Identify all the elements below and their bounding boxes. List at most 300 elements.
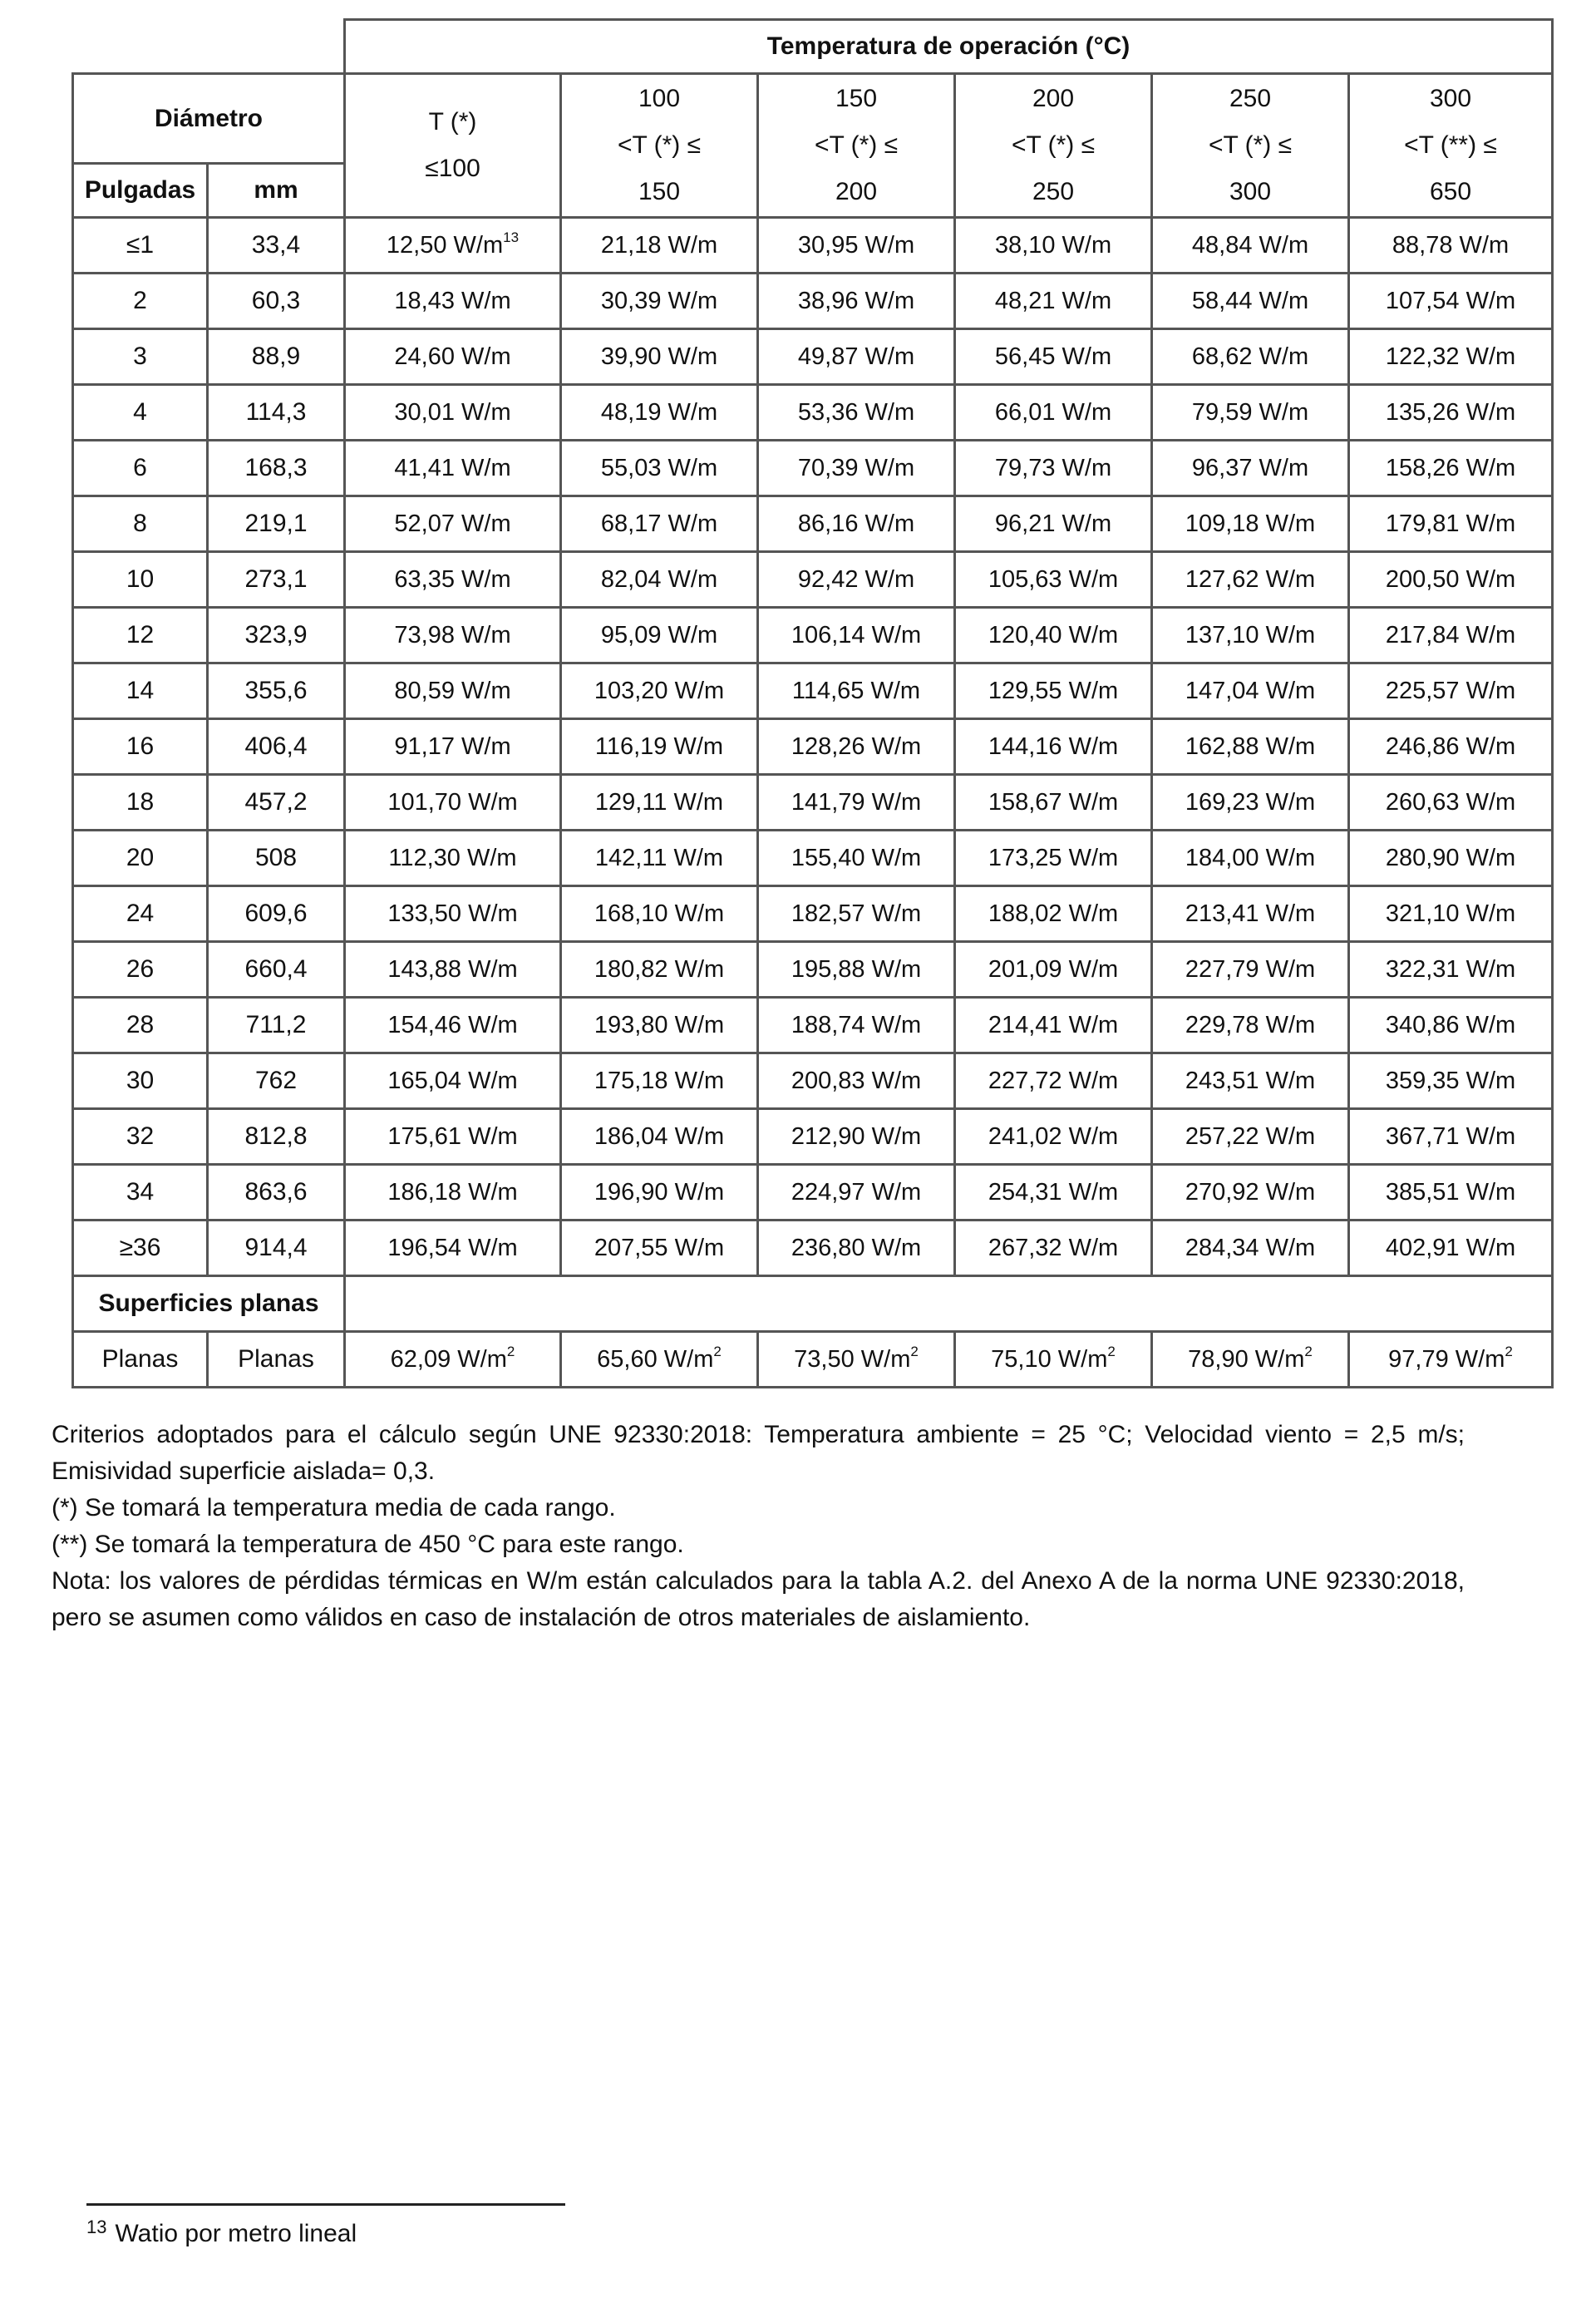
heat-loss-cell	[1349, 441, 1553, 496]
heat-loss-value: 321,10 W/m	[1385, 900, 1516, 927]
heat-loss-value: 88,78 W/m	[1392, 231, 1510, 259]
heat-loss-cell	[1349, 218, 1553, 274]
flat-heat-loss-cell	[345, 1332, 561, 1388]
heat-loss-value: 30,95 W/m	[797, 231, 915, 259]
heat-loss-value: 114,65 W/m	[791, 677, 921, 704]
flat-heat-loss-cell	[955, 1332, 1152, 1388]
heat-loss-cell	[758, 775, 955, 831]
table-row	[73, 831, 1553, 886]
heat-loss-cell	[1349, 385, 1553, 441]
heat-loss-cell	[561, 274, 758, 329]
flat-heat-loss-value: 62,09 W/m	[390, 1345, 507, 1373]
flat-heat-loss-value: 65,60 W/m	[597, 1345, 714, 1373]
heat-loss-cell	[345, 663, 561, 719]
temp-range-header	[1152, 74, 1349, 218]
heat-loss-cell	[561, 886, 758, 942]
heat-loss-value: 63,35 W/m	[394, 565, 511, 593]
square-exponent: 2	[1107, 1343, 1116, 1359]
heat-loss-value: 227,72 W/m	[988, 1067, 1119, 1094]
heat-loss-value: 52,07 W/m	[394, 510, 511, 537]
heat-loss-value: 101,70 W/m	[387, 788, 518, 816]
temp-range-header	[1349, 74, 1553, 218]
heat-loss-value: 188,02 W/m	[988, 900, 1119, 927]
table-row	[73, 998, 1553, 1053]
heat-loss-value: 182,57 W/m	[791, 900, 922, 927]
heat-loss-cell	[561, 775, 758, 831]
heat-loss-value: 367,71 W/m	[1385, 1122, 1516, 1150]
heat-loss-cell	[955, 385, 1152, 441]
temp-range-line1: T (*)	[428, 108, 477, 136]
heat-loss-value: 402,91 W/m	[1385, 1234, 1516, 1261]
heat-loss-cell	[1152, 385, 1349, 441]
heat-loss-value: 267,32 W/m	[988, 1234, 1119, 1261]
heat-loss-value: 133,50 W/m	[387, 900, 518, 927]
heat-loss-value: 127,62 W/m	[1185, 565, 1316, 593]
temp-range-line2: <T (*) ≤	[617, 131, 702, 159]
inches-cell: 24	[73, 886, 208, 942]
heat-loss-value: 207,55 W/m	[594, 1234, 725, 1261]
heat-loss-value: 158,26 W/m	[1385, 454, 1516, 481]
heat-loss-cell	[955, 329, 1152, 385]
heat-loss-value: 39,90 W/m	[600, 343, 718, 370]
heat-loss-cell	[1152, 1109, 1349, 1165]
heat-loss-value: 196,90 W/m	[594, 1178, 725, 1206]
heat-loss-value: 340,86 W/m	[1385, 1011, 1516, 1038]
flat-mm-cell: Planas	[208, 1332, 345, 1388]
heat-loss-cell	[1152, 719, 1349, 775]
heat-loss-value: 86,16 W/m	[797, 510, 915, 537]
heat-loss-cell	[758, 831, 955, 886]
heat-loss-value: 147,04 W/m	[1185, 677, 1316, 704]
mm-header: mm	[208, 164, 345, 218]
heat-loss-value: 92,42 W/m	[797, 565, 915, 593]
square-exponent: 2	[1304, 1343, 1313, 1359]
mm-cell: 457,2	[208, 775, 345, 831]
heat-loss-cell	[955, 274, 1152, 329]
heat-loss-value: 225,57 W/m	[1385, 677, 1516, 704]
heat-loss-cell	[955, 1109, 1152, 1165]
heat-loss-cell	[758, 496, 955, 552]
temp-range-header	[561, 74, 758, 218]
heat-loss-value: 68,17 W/m	[600, 510, 718, 537]
temp-range-line3: 650	[1429, 178, 1472, 205]
temp-range-line3: 300	[1229, 178, 1272, 205]
table-row	[73, 329, 1553, 385]
heat-loss-cell	[345, 218, 561, 274]
heat-loss-cell	[1349, 998, 1553, 1053]
heat-loss-cell	[955, 719, 1152, 775]
heat-loss-value: 96,21 W/m	[994, 510, 1112, 537]
flat-inches-cell: Planas	[73, 1332, 208, 1388]
heat-loss-cell	[1152, 886, 1349, 942]
heat-loss-cell	[1349, 719, 1553, 775]
footnote-text: Watio por metro lineal	[115, 2220, 357, 2247]
mm-cell: 114,3	[208, 385, 345, 441]
heat-loss-cell	[955, 831, 1152, 886]
footnote-ref: 13	[503, 229, 520, 245]
heat-loss-cell	[345, 552, 561, 608]
heat-loss-value: 96,37 W/m	[1191, 454, 1309, 481]
flat-heat-loss-cell	[1349, 1332, 1553, 1388]
heat-loss-value: 169,23 W/m	[1185, 788, 1316, 816]
inches-cell: 10	[73, 552, 208, 608]
heat-loss-cell	[758, 1221, 955, 1276]
inches-cell: 2	[73, 274, 208, 329]
heat-loss-cell	[1349, 274, 1553, 329]
footnote-separator	[86, 2203, 565, 2206]
mm-cell: 60,3	[208, 274, 345, 329]
flat-row	[73, 1332, 1553, 1388]
heat-loss-value: 236,80 W/m	[791, 1234, 922, 1261]
temperature-450-note: (**) Se tomará la temperatura de 450 °C para este rango.	[52, 1531, 684, 1558]
table-row	[73, 775, 1553, 831]
heat-loss-cell	[1152, 663, 1349, 719]
heat-loss-cell	[955, 775, 1152, 831]
heat-loss-value: 243,51 W/m	[1185, 1067, 1316, 1094]
heat-loss-value: 284,34 W/m	[1185, 1234, 1316, 1261]
mm-cell: 323,9	[208, 608, 345, 663]
heat-loss-value: 30,39 W/m	[600, 287, 718, 314]
heat-loss-value: 141,79 W/m	[791, 788, 922, 816]
inches-cell: ≥36	[73, 1221, 208, 1276]
heat-loss-value: 56,45 W/m	[994, 343, 1112, 370]
heat-loss-value: 155,40 W/m	[791, 844, 922, 871]
heat-loss-cell	[1152, 218, 1349, 274]
heat-loss-cell	[561, 496, 758, 552]
temp-range-line2: <T (*) ≤	[1208, 131, 1293, 159]
heat-loss-cell	[561, 608, 758, 663]
flat-heat-loss-cell	[561, 1332, 758, 1388]
heat-loss-value: 70,39 W/m	[797, 454, 915, 481]
heat-loss-cell	[345, 942, 561, 998]
heat-loss-table	[71, 18, 1554, 1388]
flat-section-label: Superficies planas	[73, 1276, 345, 1332]
footnote-number: 13	[86, 2217, 107, 2237]
heat-loss-value: 95,09 W/m	[600, 621, 718, 649]
table-row	[73, 385, 1553, 441]
heat-loss-cell	[758, 663, 955, 719]
heat-loss-cell	[345, 1165, 561, 1221]
inches-cell: 34	[73, 1165, 208, 1221]
mm-cell: 355,6	[208, 663, 345, 719]
table-row	[73, 441, 1553, 496]
heat-loss-value: 49,87 W/m	[797, 343, 915, 370]
heat-loss-cell	[345, 329, 561, 385]
temp-range-line1: 150	[835, 85, 878, 112]
heat-loss-value: 196,54 W/m	[387, 1234, 518, 1261]
table-row	[73, 274, 1553, 329]
inches-cell: 12	[73, 608, 208, 663]
heat-loss-cell	[561, 1053, 758, 1109]
mm-cell: 168,3	[208, 441, 345, 496]
heat-loss-cell	[1349, 1165, 1553, 1221]
square-exponent: 2	[1505, 1343, 1513, 1359]
table-row	[73, 942, 1553, 998]
heat-loss-value: 154,46 W/m	[387, 1011, 518, 1038]
heat-loss-value: 116,19 W/m	[594, 732, 724, 760]
heat-loss-value: 186,04 W/m	[594, 1122, 725, 1150]
heat-loss-value: 200,83 W/m	[791, 1067, 922, 1094]
criteria-note: Criterios adoptados para el cálculo según UNE 92330:2018: Temperatura ambiente = 25 °C; Velocidad viento = 2,5 m/s; Emisividad superficie aislada= 0,3.	[52, 1421, 1465, 1485]
heat-loss-value: 122,32 W/m	[1385, 343, 1516, 370]
heat-loss-value: 144,16 W/m	[988, 732, 1119, 760]
heat-loss-value: 179,81 W/m	[1385, 510, 1516, 537]
heat-loss-value: 38,96 W/m	[797, 287, 915, 314]
heat-loss-cell	[345, 496, 561, 552]
heat-loss-value: 109,18 W/m	[1185, 510, 1316, 537]
heat-loss-cell	[345, 719, 561, 775]
heat-loss-cell	[1152, 496, 1349, 552]
inches-cell: 16	[73, 719, 208, 775]
heat-loss-cell	[758, 218, 955, 274]
heat-loss-cell	[955, 1165, 1152, 1221]
heat-loss-cell	[1349, 942, 1553, 998]
heat-loss-value: 224,97 W/m	[791, 1178, 922, 1206]
heat-loss-cell	[1349, 775, 1553, 831]
heat-loss-cell	[758, 719, 955, 775]
heat-loss-value: 48,84 W/m	[1191, 231, 1309, 259]
heat-loss-value: 165,04 W/m	[387, 1067, 518, 1094]
heat-loss-cell	[1349, 831, 1553, 886]
heat-loss-value: 195,88 W/m	[791, 955, 922, 983]
temp-range-line2: <T (**) ≤	[1404, 131, 1497, 159]
table-row	[73, 663, 1553, 719]
heat-loss-cell	[561, 1165, 758, 1221]
heat-loss-cell	[345, 608, 561, 663]
temp-range-line1: 200	[1032, 85, 1075, 112]
temp-range-line1: 250	[1229, 85, 1272, 112]
heat-loss-cell	[1349, 496, 1553, 552]
heat-loss-value: 186,18 W/m	[387, 1178, 518, 1206]
table-row	[73, 1053, 1553, 1109]
heat-loss-cell	[955, 496, 1152, 552]
inches-cell: ≤1	[73, 218, 208, 274]
square-exponent: 2	[910, 1343, 919, 1359]
table-row	[73, 218, 1553, 274]
heat-loss-value: 82,04 W/m	[600, 565, 718, 593]
heat-loss-cell	[345, 886, 561, 942]
heat-loss-value: 128,26 W/m	[791, 732, 922, 760]
heat-loss-cell	[561, 942, 758, 998]
inches-cell: 3	[73, 329, 208, 385]
heat-loss-cell	[955, 1221, 1152, 1276]
heat-loss-cell	[758, 385, 955, 441]
mm-cell: 660,4	[208, 942, 345, 998]
heat-loss-value: 143,88 W/m	[387, 955, 518, 983]
mean-temperature-note: (*) Se tomará la temperatura media de cada rango.	[52, 1494, 616, 1521]
heat-loss-cell	[345, 385, 561, 441]
heat-loss-cell	[758, 886, 955, 942]
flat-heat-loss-cell	[758, 1332, 955, 1388]
heat-loss-cell	[1349, 329, 1553, 385]
table-row	[73, 1165, 1553, 1221]
inches-cell: 18	[73, 775, 208, 831]
heat-loss-cell	[1152, 329, 1349, 385]
heat-loss-cell	[1152, 1165, 1349, 1221]
heat-loss-value: 112,30 W/m	[388, 844, 517, 871]
temp-range-header	[345, 74, 561, 218]
heat-loss-value: 359,35 W/m	[1385, 1067, 1516, 1094]
heat-loss-cell	[1152, 1053, 1349, 1109]
heat-loss-value: 48,19 W/m	[600, 398, 718, 426]
heat-loss-cell	[758, 608, 955, 663]
heat-loss-value: 254,31 W/m	[988, 1178, 1119, 1206]
temp-range-line2: <T (*) ≤	[814, 131, 899, 159]
heat-loss-cell	[758, 552, 955, 608]
temp-range-header	[955, 74, 1152, 218]
heat-loss-cell	[345, 274, 561, 329]
heat-loss-cell	[1152, 831, 1349, 886]
heat-loss-cell	[345, 1053, 561, 1109]
heat-loss-value: 79,59 W/m	[1191, 398, 1309, 426]
heat-loss-cell	[758, 1053, 955, 1109]
table-row	[73, 608, 1553, 663]
heat-loss-value: 257,22 W/m	[1185, 1122, 1316, 1150]
temp-range-header	[758, 74, 955, 218]
blank-corner	[73, 20, 345, 74]
inches-cell: 32	[73, 1109, 208, 1165]
table-row	[73, 886, 1553, 942]
heat-loss-cell	[561, 385, 758, 441]
flat-section-row	[73, 1276, 1553, 1332]
heat-loss-value: 103,20 W/m	[594, 677, 725, 704]
flat-heat-loss-value: 73,50 W/m	[794, 1345, 911, 1373]
mm-cell: 33,4	[208, 218, 345, 274]
heat-loss-value: 260,63 W/m	[1385, 788, 1516, 816]
heat-loss-value: 201,09 W/m	[988, 955, 1119, 983]
heat-loss-cell	[561, 831, 758, 886]
heat-loss-cell	[1152, 775, 1349, 831]
heat-loss-value: 137,10 W/m	[1185, 621, 1316, 649]
heat-loss-cell	[955, 1053, 1152, 1109]
heat-loss-value: 24,60 W/m	[394, 343, 511, 370]
inches-cell: 26	[73, 942, 208, 998]
heat-loss-cell	[1349, 663, 1553, 719]
table-row	[73, 552, 1553, 608]
heat-loss-cell	[1349, 608, 1553, 663]
heat-loss-cell	[561, 1221, 758, 1276]
heat-loss-value: 53,36 W/m	[797, 398, 915, 426]
mm-cell: 762	[208, 1053, 345, 1109]
heat-loss-cell	[561, 441, 758, 496]
heat-loss-cell	[1152, 1221, 1349, 1276]
square-exponent: 2	[713, 1343, 722, 1359]
heat-loss-cell	[955, 218, 1152, 274]
heat-loss-cell	[561, 719, 758, 775]
heat-loss-cell	[955, 441, 1152, 496]
heat-loss-cell	[758, 274, 955, 329]
mm-cell: 863,6	[208, 1165, 345, 1221]
mm-cell: 914,4	[208, 1221, 345, 1276]
footnote	[86, 2217, 357, 2248]
heat-loss-value: 55,03 W/m	[600, 454, 718, 481]
heat-loss-cell	[561, 218, 758, 274]
inches-cell: 28	[73, 998, 208, 1053]
heat-loss-cell	[758, 441, 955, 496]
heat-loss-value: 73,98 W/m	[394, 621, 511, 649]
calculation-notes	[52, 1417, 1465, 1636]
inches-cell: 20	[73, 831, 208, 886]
flat-heat-loss-value: 78,90 W/m	[1188, 1345, 1305, 1373]
flat-heat-loss-value: 75,10 W/m	[991, 1345, 1108, 1373]
heat-loss-cell	[955, 942, 1152, 998]
heat-loss-value: 12,50 W/m	[386, 231, 504, 259]
heat-loss-value: 162,88 W/m	[1185, 732, 1316, 760]
heat-loss-value: 158,67 W/m	[988, 788, 1119, 816]
heat-loss-value: 213,41 W/m	[1185, 900, 1316, 927]
heat-loss-value: 214,41 W/m	[988, 1011, 1119, 1038]
flat-section-empty	[345, 1276, 1553, 1332]
mm-cell: 711,2	[208, 998, 345, 1053]
heat-loss-value: 135,26 W/m	[1385, 398, 1516, 426]
diameter-header: Diámetro	[73, 74, 345, 164]
heat-loss-value: 142,11 W/m	[594, 844, 724, 871]
heat-loss-cell	[561, 998, 758, 1053]
heat-loss-cell	[758, 998, 955, 1053]
heat-loss-cell	[561, 1109, 758, 1165]
heat-loss-value: 58,44 W/m	[1191, 287, 1309, 314]
heat-loss-cell	[758, 1109, 955, 1165]
heat-loss-value: 80,59 W/m	[394, 677, 511, 704]
header-row-title	[73, 20, 1553, 74]
heat-loss-value: 107,54 W/m	[1385, 287, 1516, 314]
temp-range-line3: 150	[638, 178, 681, 205]
heat-loss-cell	[955, 608, 1152, 663]
heat-loss-cell	[1349, 1053, 1553, 1109]
heat-loss-value: 229,78 W/m	[1185, 1011, 1316, 1038]
heat-loss-cell	[955, 663, 1152, 719]
heat-loss-value: 79,73 W/m	[994, 454, 1112, 481]
table-row	[73, 719, 1553, 775]
heat-loss-cell	[561, 552, 758, 608]
heat-loss-value: 217,84 W/m	[1385, 621, 1516, 649]
mm-cell: 812,8	[208, 1109, 345, 1165]
mm-cell: 609,6	[208, 886, 345, 942]
heat-loss-value: 193,80 W/m	[594, 1011, 725, 1038]
heat-loss-cell	[1152, 552, 1349, 608]
heat-loss-value: 129,55 W/m	[988, 677, 1119, 704]
heat-loss-cell	[345, 1109, 561, 1165]
heat-loss-cell	[1152, 274, 1349, 329]
heat-loss-value: 385,51 W/m	[1385, 1178, 1516, 1206]
flat-heat-loss-cell	[1152, 1332, 1349, 1388]
heat-loss-value: 168,10 W/m	[594, 900, 725, 927]
heat-loss-value: 38,10 W/m	[994, 231, 1112, 259]
heat-loss-cell	[955, 886, 1152, 942]
heat-loss-cell	[561, 663, 758, 719]
heat-loss-value: 280,90 W/m	[1385, 844, 1516, 871]
heat-loss-cell	[758, 329, 955, 385]
mm-cell: 219,1	[208, 496, 345, 552]
heat-loss-value: 322,31 W/m	[1385, 955, 1516, 983]
mm-cell: 88,9	[208, 329, 345, 385]
inches-cell: 8	[73, 496, 208, 552]
heat-loss-value: 105,63 W/m	[988, 565, 1119, 593]
validity-note: Nota: los valores de pérdidas térmicas en W/m están calculados para la tabla A.2. del Anexo A de la norma UNE 92330:2018, pero se asumen como válidos en caso de instalación de otros materiales de aislamiento.	[52, 1567, 1465, 1631]
heat-loss-cell	[1152, 942, 1349, 998]
heat-loss-value: 175,61 W/m	[387, 1122, 518, 1150]
heat-loss-cell	[561, 329, 758, 385]
inches-cell: 4	[73, 385, 208, 441]
temp-range-line2: ≤100	[425, 155, 480, 182]
heat-loss-cell	[1349, 1221, 1553, 1276]
heat-loss-cell	[955, 552, 1152, 608]
heat-loss-value: 246,86 W/m	[1385, 732, 1516, 760]
heat-loss-cell	[1152, 441, 1349, 496]
heat-loss-value: 91,17 W/m	[394, 732, 511, 760]
heat-loss-value: 180,82 W/m	[594, 955, 725, 983]
heat-loss-value: 129,11 W/m	[594, 788, 724, 816]
